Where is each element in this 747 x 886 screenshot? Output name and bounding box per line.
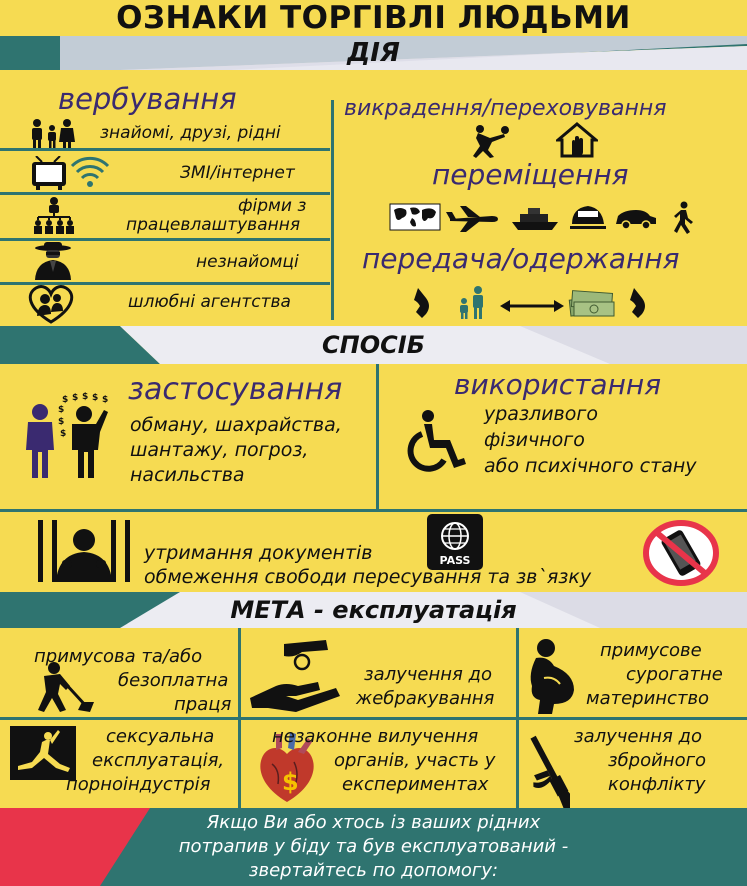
recruitment-item-employment: працевлаштування	[126, 215, 301, 235]
rifle-icon	[520, 724, 570, 808]
purpose-labor-line-1: примусова та/або	[34, 646, 203, 667]
method-use-heading: застосування	[128, 372, 343, 407]
family-icon	[28, 118, 76, 148]
purpose-sexual-line-3: порноіндустрія	[66, 774, 211, 795]
train-icon	[570, 206, 606, 229]
svg-text:$: $	[102, 395, 109, 405]
purpose-conflict-line-3: конфлікту	[608, 774, 706, 795]
purpose-surrogacy-line-1: примусове	[600, 640, 702, 661]
threat-people-icon	[22, 392, 112, 480]
purpose-organs-line-3: експериментах	[342, 774, 489, 795]
section-label-action: ДІЯ	[347, 38, 400, 68]
footer-line-2: потрапив у біду та був експлуатований -	[178, 836, 569, 857]
svg-text:$: $	[58, 405, 65, 415]
section-band-purpose	[0, 592, 747, 628]
world-map-icon	[390, 204, 440, 230]
ship-icon	[512, 208, 558, 230]
child-adult-icon	[460, 286, 483, 319]
method-exploit-line-3: або психічного стану	[484, 455, 697, 477]
svg-text:$: $	[58, 417, 65, 427]
hand-receive-icon	[630, 288, 645, 318]
hand-give-icon	[414, 288, 429, 318]
passport-icon	[427, 514, 483, 570]
walking-person-icon	[674, 202, 693, 235]
divider-vertical-action	[331, 100, 334, 320]
passport-label: PASS	[439, 554, 471, 567]
svg-text:$: $	[92, 393, 99, 403]
restriction-line-2: обмеження свободи пересування та зв`язку	[144, 566, 592, 588]
page-title: ОЗНАКИ ТОРГІВЛІ ЛЮДЬМИ	[116, 0, 631, 36]
purpose-conflict-line-1: залучення до	[574, 726, 703, 747]
airplane-icon	[446, 206, 498, 232]
tv-wifi-icon	[30, 156, 110, 190]
spy-icon	[32, 242, 74, 280]
divider	[0, 238, 330, 241]
section-label-method: СПОСІБ	[322, 331, 425, 359]
digging-worker-icon	[30, 660, 100, 712]
transfer-heading: передача/одержання	[362, 242, 680, 275]
money-icon	[569, 291, 614, 316]
house-hand-icon	[556, 122, 598, 158]
movement-heading: переміщення	[432, 158, 629, 191]
divider	[0, 192, 330, 195]
couple-heart-icon	[26, 284, 76, 324]
svg-text:$: $	[72, 393, 79, 403]
prisoner-bars-icon	[34, 520, 134, 582]
purpose-labor-line-3: праця	[174, 694, 232, 715]
footer	[0, 808, 747, 886]
no-phone-icon	[642, 520, 720, 586]
footer-line-3: звертайтесь по допомогу:	[248, 860, 499, 881]
dancer-silhouette	[10, 726, 76, 780]
abduction-heading: викрадення/переховування	[344, 96, 667, 121]
method-exploit-line-1: уразливого	[484, 403, 598, 425]
purpose-organs-line-1: незаконне вилучення	[272, 726, 479, 747]
divider-vertical-method	[376, 364, 379, 510]
double-arrow-icon	[500, 300, 564, 312]
dancer-icon	[10, 726, 76, 780]
globe-icon	[427, 516, 483, 556]
purpose-sexual-line-2: експлуатація,	[92, 750, 225, 771]
section-band-action	[0, 36, 747, 70]
purpose-begging-line-2: жебракування	[356, 688, 495, 709]
purpose-sexual-line-1: сексуальна	[106, 726, 215, 747]
recruitment-item-strangers: незнайомці	[196, 252, 299, 272]
svg-text:$: $	[82, 392, 89, 402]
method-use-line-2: шантажу, погроз,	[130, 439, 309, 461]
restriction-line-1: утримання документів	[144, 542, 373, 564]
svg-text:$: $	[62, 395, 69, 405]
divider	[0, 717, 747, 720]
purpose-surrogacy-line-2: сурогатне	[626, 664, 723, 685]
footer-line-1: Якщо Ви або хтось із ваших рідних	[206, 812, 541, 833]
method-use-line-3: насильства	[130, 464, 245, 486]
purpose-organs-line-2: органів, участь у	[334, 750, 496, 771]
recruitment-item-media: ЗМІ/інтернет	[180, 163, 295, 183]
divider	[0, 148, 330, 151]
recruitment-item-firms: фірми з	[238, 196, 307, 216]
purpose-labor-line-2: безоплатна	[118, 670, 229, 691]
transport-icons	[388, 200, 700, 234]
wheelchair-icon	[404, 410, 468, 472]
purpose-conflict-line-2: збройного	[608, 750, 707, 771]
section-band-method	[0, 326, 747, 364]
car-icon	[616, 210, 656, 229]
recruitment-heading: вербування	[58, 82, 237, 116]
svg-text:$: $	[60, 429, 67, 439]
method-exploit-heading: використання	[454, 368, 662, 401]
purpose-surrogacy-line-3: материнство	[586, 688, 710, 709]
pregnant-woman-icon	[524, 638, 586, 714]
begging-hands-icon	[246, 636, 346, 712]
method-exploit-line-2: фізичного	[484, 429, 585, 451]
divider	[0, 509, 747, 512]
transfer-icons	[412, 284, 652, 322]
recruitment-item-acquaintances: знайомі, друзі, рідні	[100, 123, 281, 143]
abduction-icon	[470, 124, 510, 158]
svg-text:$: $	[282, 768, 299, 796]
recruitment-item-marriage-agencies: шлюбні агентства	[128, 292, 291, 312]
method-use-line-1: обману, шахрайства,	[130, 414, 342, 436]
org-chart-icon	[32, 196, 76, 234]
purpose-begging-line-1: залучення до	[364, 664, 493, 685]
section-label-purpose: МЕТА - експлуатація	[230, 596, 517, 624]
